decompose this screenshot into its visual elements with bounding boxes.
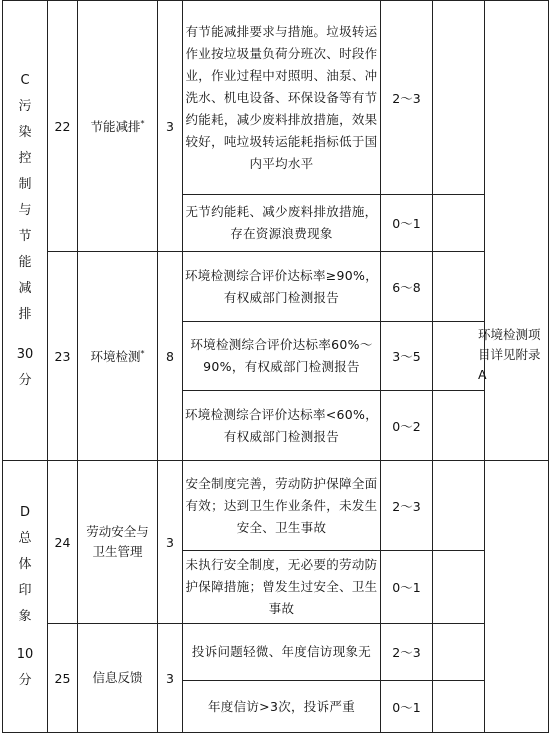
criterion-text: 安全制度完善，劳动防护保障全面有效；达到卫生作业条件，未发生安全、卫生事故: [183, 461, 381, 551]
item-number: 25: [48, 624, 78, 733]
blank-cell: [433, 461, 485, 551]
note-cell: [485, 1, 549, 461]
category-char: 控: [18, 150, 32, 166]
category-char: 制: [18, 176, 32, 192]
category-char: 染: [18, 124, 32, 140]
category-points: 30: [16, 346, 34, 362]
item-name: 劳动安全与卫生管理: [78, 461, 158, 624]
table-row: [3, 624, 549, 681]
category-unit: 分: [18, 372, 32, 388]
criterion-text: 未执行安全制度，无必要的劳动防护保障措施；曾发生过安全、卫生事故: [183, 551, 381, 624]
category-char: 节: [18, 228, 32, 244]
criterion-range: 0～1: [381, 195, 433, 252]
category-points: 10: [16, 646, 34, 662]
criterion-range: 2～3: [381, 1, 433, 195]
note-cell: [485, 461, 549, 733]
category-char: 排: [18, 306, 32, 322]
category-char: C: [20, 72, 30, 88]
criterion-range: 2～3: [381, 624, 433, 681]
criterion-text: 有节能减排要求与措施。垃圾转运作业按垃圾量负荷分班次、时段作业，作业过程中对照明、油泵、冲洗水、机电设备、环保设备等有节约能耗，减少废料排放措施，效果较好，吨垃圾转运能耗指标低于国内平均水平: [183, 1, 381, 195]
blank-cell: [433, 195, 485, 252]
blank-cell: [433, 252, 485, 322]
category-c-cell: [3, 1, 48, 461]
blank-cell: [433, 391, 485, 461]
item-name: 环境检测*: [78, 252, 158, 461]
blank-cell: [433, 1, 485, 195]
category-char: 总: [18, 530, 32, 546]
category-unit: 分: [18, 672, 32, 688]
criterion-range: 0～2: [381, 391, 433, 461]
item-number: 23: [48, 252, 78, 461]
category-char: 象: [18, 608, 32, 624]
environment-test-note: 环境检测项目详见附录A: [478, 327, 541, 382]
blank-cell: [433, 681, 485, 733]
criterion-text: 环境检测综合评价达标率≥90%，有权威部门检测报告: [183, 252, 381, 322]
category-char: 减: [18, 280, 32, 296]
item-name: 节能减排*: [78, 1, 158, 252]
criterion-text: 投诉问题轻微、年度信访现象无: [183, 624, 381, 681]
blank-cell: [433, 624, 485, 681]
category-char: 能: [18, 254, 32, 270]
table-row: [3, 461, 549, 551]
criterion-range: 2～3: [381, 461, 433, 551]
item-number: 24: [48, 461, 78, 624]
criterion-text: 无节约能耗、减少废料排放措施，存在资源浪费现象: [183, 195, 381, 252]
item-number: 22: [48, 1, 78, 252]
item-name: 信息反馈: [78, 624, 158, 733]
criterion-text: 环境检测综合评价达标率<60%，有权威部门检测报告: [183, 391, 381, 461]
category-d-cell: [3, 461, 48, 733]
item-score: 3: [158, 624, 183, 733]
table-row: [3, 252, 549, 322]
category-char: 印: [18, 582, 32, 598]
blank-cell: [433, 322, 485, 391]
criterion-range: 0～1: [381, 681, 433, 733]
item-score: 3: [158, 1, 183, 252]
table-row: [3, 1, 549, 195]
criterion-range: 0～1: [381, 551, 433, 624]
criterion-text: 年度信访>3次，投诉严重: [183, 681, 381, 733]
criterion-text: 环境检测综合评价达标率60%～90%，有权威部门检测报告: [183, 322, 381, 391]
item-score: 8: [158, 252, 183, 461]
criterion-range: 6～8: [381, 252, 433, 322]
category-char: 污: [18, 98, 32, 114]
evaluation-table: [2, 0, 549, 733]
category-char: 与: [18, 202, 32, 218]
category-char: D: [19, 504, 30, 520]
blank-cell: [433, 551, 485, 624]
criterion-range: 3～5: [381, 322, 433, 391]
item-score: 3: [158, 461, 183, 624]
category-char: 体: [18, 556, 32, 572]
